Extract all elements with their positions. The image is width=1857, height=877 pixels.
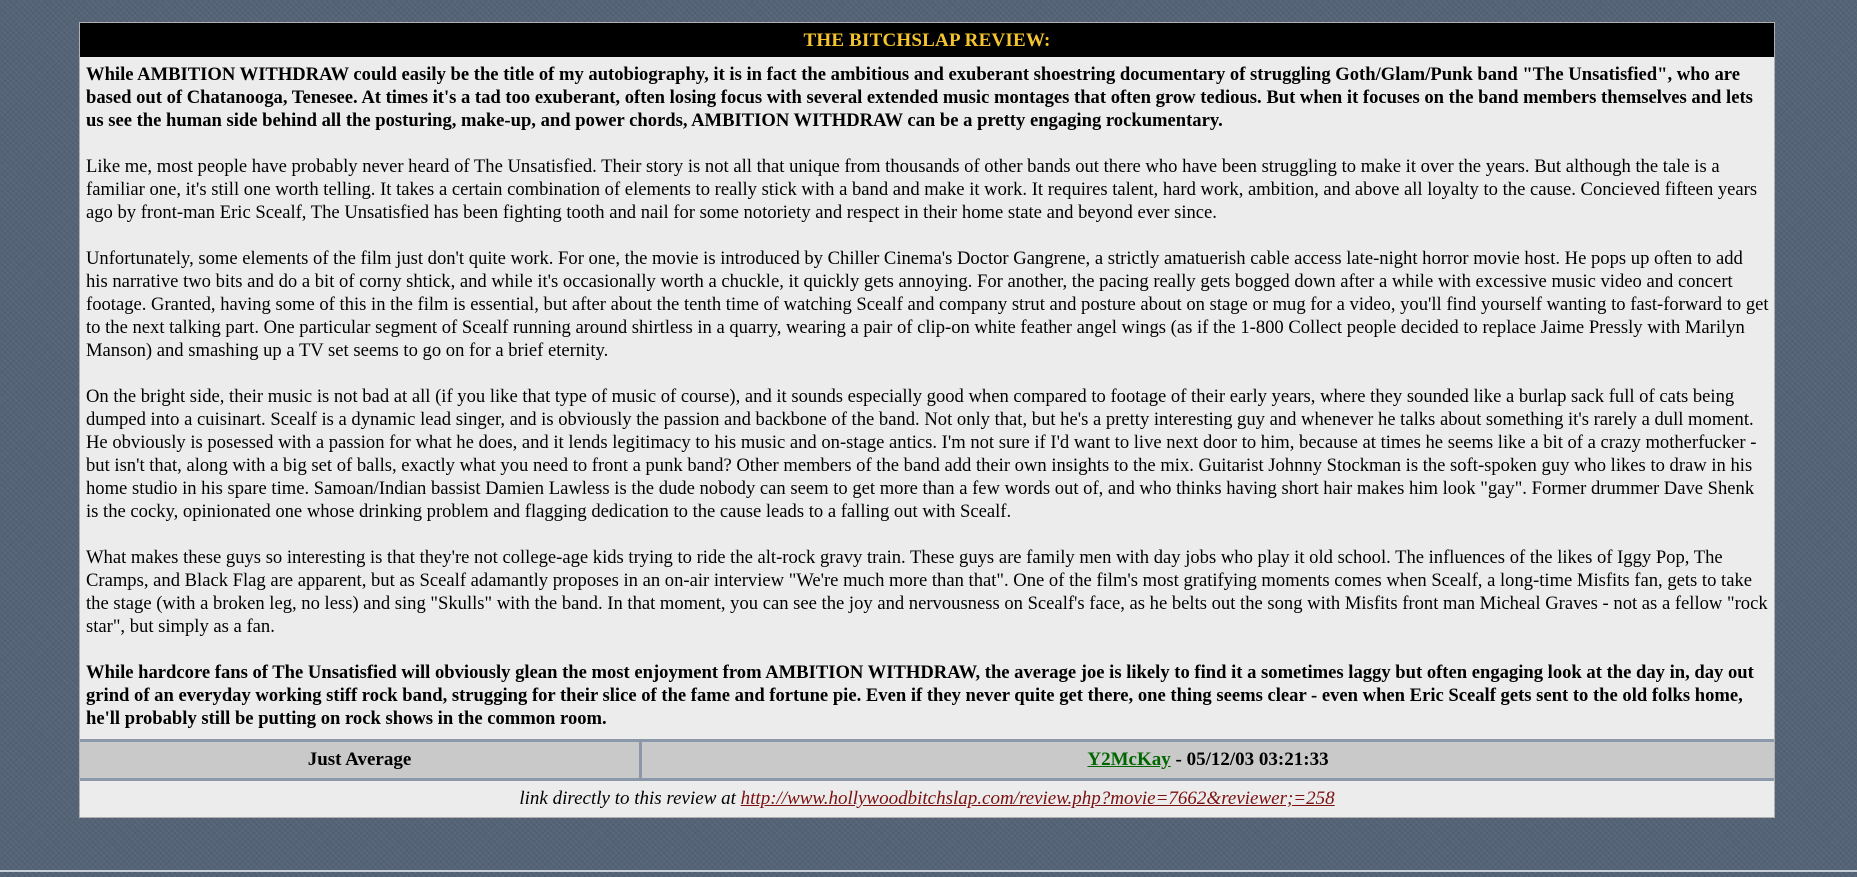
permalink-url[interactable]: http://www.hollywoodbitchslap.com/review.php?movie=7662&reviewer;=258 xyxy=(740,788,1335,809)
page-bottom-divider xyxy=(0,870,1857,872)
review-paragraph: Unfortunately, some elements of the film just don't quite work. For one, the movie is introduced by Chiller Cinema's Doctor Gangrene, a strictly amatuerish cable access late-night horror movie host. He pops up often to add his narrative two bits and do a bit of corny shtick, and while it's occasionally worth a chuckle, it quickly gets annoying. For another, the pacing really gets bogged down after a while with excessive music video and concert footage. Granted, having some of this in the film is essential, but after about the tenth time of watching Scealf and company strut and posture about on stage or mug for a video, you'll find yourself wanting to fast-forward to get to the next talking part. One particular segment of Scealf running around shirtless in a quarry, wearing a pair of clip-on white feather angel wings (as if the 1-800 Collect people decided to replace Jaime Pressly with Marilyn Manson) and smashing up a TV set seems to go on for a brief eternity. xyxy=(86,248,1769,361)
byline-separator: - xyxy=(1170,749,1187,770)
review-date: 05/12/03 03:21:33 xyxy=(1186,749,1329,770)
permalink-prefix: link directly to this review at xyxy=(519,788,741,809)
review-paragraph: On the bright side, their music is not bad at all (if you like that type of music of course), and it sounds especially good when compared to footage of their early years, where they sounded like a burlap sack full of cats being dumped into a cuisinart. Scealf is a dynamic lead singer, and is obviously the passion and backbone of the band. Not only that, but he's a pretty interesting guy and whenever he talks about something it's rarely a dull moment. He obviously is posessed with a passion for what he does, and it lends legitimacy to his music and on-stage antics. I'm not sure if I'd want to live next door to him, because at times he seems like a bit of a crazy motherfucker - but isn't that, along with a big set of balls, exactly what you need to front a punk band? Other members of the band add their own insights to the mix. Guitarist Johnny Stockman is the soft-spoken guy who likes to draw in his home studio in his spare time. Samoan/Indian bassist Damien Lawless is the dude nobody can seem to get more than a few words out of, and who thinks having short hair makes him look "gay". Former drummer Dave Shenk is the cocky, opinionated one whose drinking problem and flagging dedication to the cause leads to a falling out with Scealf. xyxy=(86,386,1757,522)
permalink-row xyxy=(80,781,1774,817)
review-conclusion-paragraph: While hardcore fans of The Unsatisfied will obviously glean the most enjoyment from AMBITION WITHDRAW, the average joe is likely to find it a sometimes laggy but often engaging look at the day in, day out grind of an everyday working stiff rock band, strugging for their slice of the fame and fortune pie. Even if they never quite get there, one thing seems clear - even when Eric Scealf gets sent to the old folks home, he'll probably still be putting on rock shows in the common room. xyxy=(86,662,1754,729)
review-paragraph: Like me, most people have probably never heard of The Unsatisfied. Their story is not all that unique from thousands of other bands out there who have been struggling to make it over the years. But although the tale is a familiar one, it's still one worth telling. It takes a certain combination of elements to really stick with a band and make it work. It requires talent, hard work, ambition, and above all loyalty to the cause. Concieved fifteen years ago by front-man Eric Scealf, The Unsatisfied has been fighting tooth and nail for some notoriety and respect in their home state and beyond ever since. xyxy=(86,156,1758,223)
review-intro-paragraph: While AMBITION WITHDRAW could easily be the title of my autobiography, it is in fact the ambitious and exuberant shoestring documentary of struggling Goth/Glam/Punk band "The Unsatisfied", who are based out of Chatanooga, Tenesee. At times it's a tad too exuberant, often losing focus with several extended music montages that often grow tedious. But when it focuses on the band members themselves and lets us see the human side behind all the posturing, make-up, and power chords, AMBITION WITHDRAW can be a pretty engaging rockumentary. xyxy=(86,64,1753,131)
review-paragraph: What makes these guys so interesting is that they're not college-age kids trying to ride the alt-rock gravy train. These guys are family men with day jobs who play it old school. The influences of the likes of Iggy Pop, The Cramps, and Black Flag are apparent, but as Scealf adamantly proposes in an on-air interview "We're much more than that". One of the film's most gratifying moments comes when Scealf, a long-time Misfits fan, gets to take the stage (with a broken leg, no less) and sing "Skulls" with the band. In that moment, you can see the joy and nervousness on Scealf's face, as he belts out the song with Misfits front man Micheal Graves - not as a fellow "rock star", but simply as a fan. xyxy=(86,547,1768,637)
review-title: THE BITCHSLAP REVIEW: xyxy=(80,23,1774,57)
review-meta-row xyxy=(80,739,1774,781)
review-container xyxy=(79,22,1775,818)
review-byline xyxy=(642,742,1774,778)
review-body xyxy=(80,57,1774,735)
reviewer-link[interactable]: Y2McKay xyxy=(1087,749,1171,770)
review-rating: Just Average xyxy=(80,742,642,778)
